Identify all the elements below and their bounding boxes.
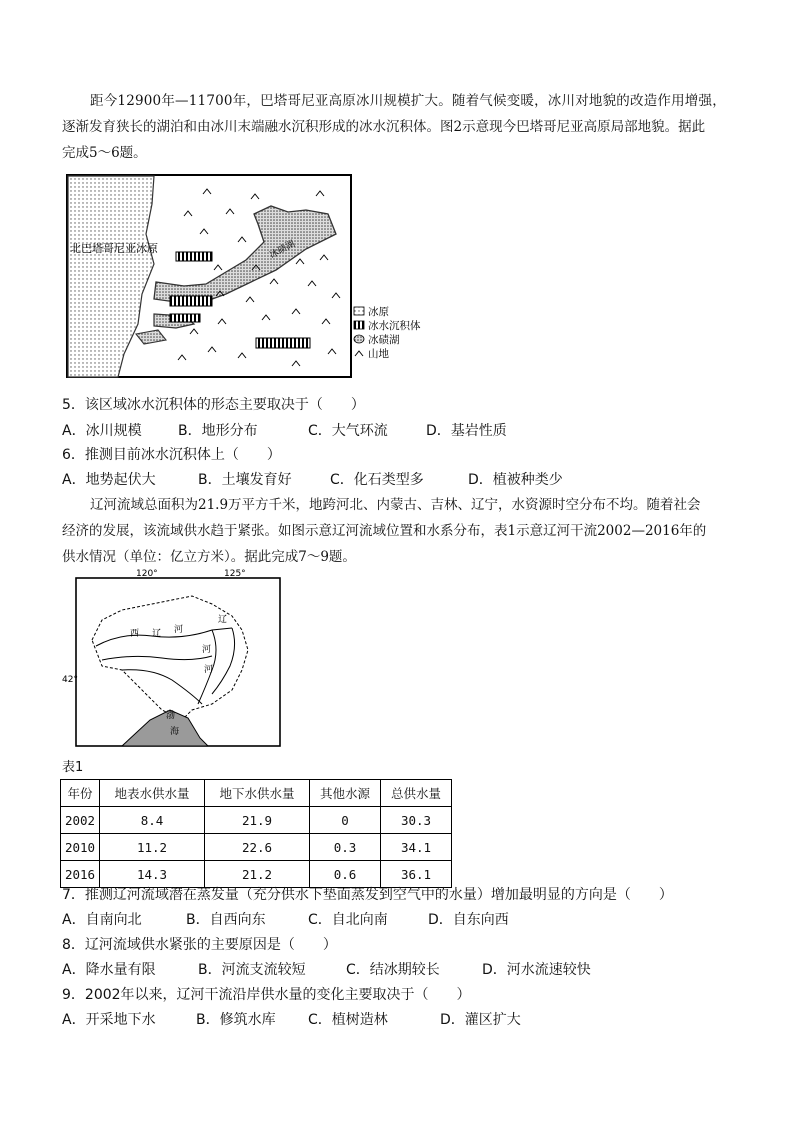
question-5: 5．该区域冰水沉积体的形态主要取决于（ ） xyxy=(62,397,365,413)
q5-option-c[interactable]: C．大气环流 xyxy=(308,423,388,439)
q7-option-c[interactable]: C．自北向南 xyxy=(308,912,388,928)
q6-option-a[interactable]: A．地势起伏大 xyxy=(62,472,156,488)
q8-option-c[interactable]: C．结冰期较长 xyxy=(346,962,440,978)
ice-field-label: 北巴塔哥尼亚冰原 xyxy=(70,242,158,255)
question-7: 7．推测辽河流域潜在蒸发量（充分供水下垫面蒸发到空气中的水量）增加最明显的方向是（ ） xyxy=(62,887,673,903)
passage-2-line-1: 辽河流域总面积为21.9万平方千米，地跨河北、内蒙古、吉林、辽宁，水资源时空分布不均。随着社会 xyxy=(90,497,701,513)
q5-option-a[interactable]: A．冰川规模 xyxy=(62,423,142,439)
passage-2 xyxy=(62,492,752,570)
header-ground: 地下水供水量 xyxy=(205,780,310,807)
table-row: 2002 8.4 21.9 0 30.3 xyxy=(61,807,452,834)
q8-option-b[interactable]: B．河流支流较短 xyxy=(198,962,306,978)
q8-option-d[interactable]: D．河水流速较快 xyxy=(482,962,591,978)
lake-label: 冰碛湖 xyxy=(268,239,297,261)
passage-1-line-2: 逐渐发育狭长的湖泊和由冰川末端融水沉积形成的冰水沉积体。图2示意现今巴塔哥尼亚高原局部地貌。据此 xyxy=(62,119,706,135)
svg-text:海: 海 xyxy=(170,727,180,737)
table-row: 2016 14.3 21.2 0.6 36.1 xyxy=(61,861,452,888)
svg-text:河: 河 xyxy=(202,645,212,655)
q9-option-c[interactable]: C．植树造林 xyxy=(308,1012,388,1028)
passage-2-line-2: 经济的发展，该流域供水趋于紧张。如图示意辽河流域位置和水系分布，表1示意辽河干流2002—2016年的 xyxy=(62,523,707,539)
svg-text:42°: 42° xyxy=(62,675,78,685)
svg-text:河: 河 xyxy=(174,625,184,635)
svg-text:冰碛湖: 冰碛湖 xyxy=(368,334,400,346)
patagonia-map xyxy=(66,174,421,384)
table-header-row xyxy=(61,780,452,807)
passage-1-line-1: 距今12900年—11700年，巴塔哥尼亚高原冰川规模扩大。随着气候变暖，冰川对地貌的改造作用增强， xyxy=(90,93,726,109)
svg-text:渤: 渤 xyxy=(166,711,176,721)
question-8: 8．辽河流域供水紧张的主要原因是（ ） xyxy=(62,937,337,953)
header-other: 其他水源 xyxy=(310,780,381,807)
svg-text:辽: 辽 xyxy=(152,629,162,639)
q6-option-c[interactable]: C．化石类型多 xyxy=(330,472,424,488)
q7-option-d[interactable]: D．自东向西 xyxy=(428,912,509,928)
q7-option-b[interactable]: B．自西向东 xyxy=(186,912,266,928)
passage-2-line-3: 供水情况（单位：亿立方米）。据此完成7～9题。 xyxy=(62,549,356,565)
passage-1 xyxy=(62,88,752,166)
q9-option-d[interactable]: D．灌区扩大 xyxy=(440,1012,521,1028)
svg-text:120°: 120° xyxy=(136,569,158,579)
svg-text:河: 河 xyxy=(204,665,214,675)
svg-text:山地: 山地 xyxy=(368,348,389,360)
header-year: 年份 xyxy=(61,780,100,807)
q6-option-d[interactable]: D．植被种类少 xyxy=(468,472,563,488)
svg-text:辽: 辽 xyxy=(218,615,228,625)
svg-text:冰水沉积体: 冰水沉积体 xyxy=(368,320,421,332)
table-row: 2010 11.2 22.6 0.3 34.1 xyxy=(61,834,452,861)
q5-option-d[interactable]: D．基岩性质 xyxy=(426,423,507,439)
svg-text:西: 西 xyxy=(130,629,140,639)
question-9: 9．2002年以来，辽河干流沿岸供水量的变化主要取决于（ ） xyxy=(62,987,471,1003)
svg-text:冰原: 冰原 xyxy=(368,306,389,318)
map1-legend xyxy=(354,305,421,360)
question-9-options xyxy=(62,1009,521,1089)
supply-table xyxy=(60,779,452,888)
question-6: 6．推测目前冰水沉积体上（ ） xyxy=(62,447,281,463)
q8-option-a[interactable]: A．降水量有限 xyxy=(62,962,156,978)
liao-river-map xyxy=(62,570,282,748)
table-caption: 表1 xyxy=(62,760,84,775)
header-surface: 地表水供水量 xyxy=(100,780,205,807)
header-total: 总供水量 xyxy=(381,780,452,807)
passage-1-line-3: 完成5～6题。 xyxy=(62,145,147,161)
q6-option-b[interactable]: B．土壤发育好 xyxy=(198,472,292,488)
q9-option-a[interactable]: A．开采地下水 xyxy=(62,1012,156,1028)
q9-option-b[interactable]: B．修筑水库 xyxy=(196,1012,276,1028)
q5-option-b[interactable]: B．地形分布 xyxy=(178,423,258,439)
q7-option-a[interactable]: A．自南向北 xyxy=(62,912,142,928)
svg-text:125°: 125° xyxy=(224,569,246,579)
